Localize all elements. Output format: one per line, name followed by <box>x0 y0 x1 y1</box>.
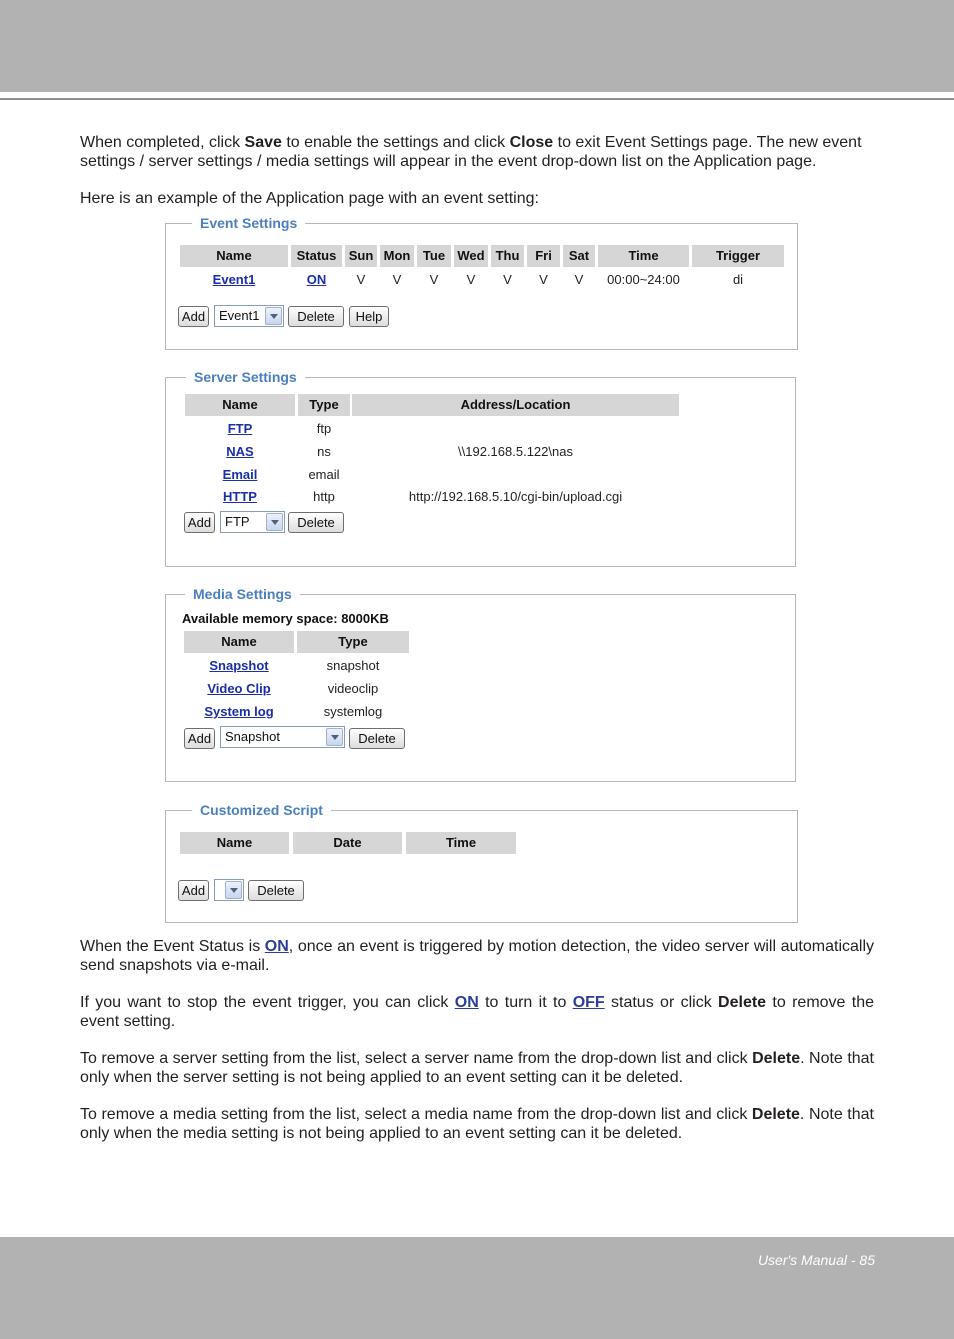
intro-paragraph <box>80 133 874 171</box>
server-settings-panel <box>165 369 796 567</box>
event-status-link[interactable]: ON <box>306 272 327 287</box>
media-name-link[interactable]: System log <box>204 704 274 719</box>
col-header-type: Type <box>297 631 409 653</box>
body-text: . Note that only when the server setting is not being applied to an event setting can it be deleted. <box>80 1050 875 1086</box>
off-keyword: OFF <box>572 994 605 1011</box>
close-keyword: Close <box>509 134 554 151</box>
chevron-down-icon[interactable] <box>326 728 343 746</box>
col-header-name: Name <box>185 394 295 416</box>
event-day-wed: V <box>466 272 476 287</box>
media-settings-legend: Media Settings <box>185 586 300 603</box>
intro-text: to exit Event Settings page. The new event settings / server settings / media settings will appear in the event drop-down list on the Application page. <box>80 134 862 170</box>
event-day-thu: V <box>503 272 512 287</box>
body-text: If you want to stop the event trigger, you can click <box>80 994 455 1011</box>
server-name-link[interactable]: HTTP <box>223 489 257 504</box>
event-delete-button[interactable]: Delete <box>288 306 344 327</box>
delete-keyword: Delete <box>751 1106 800 1123</box>
media-settings-panel <box>165 586 796 782</box>
col-header-fri: Fri <box>527 245 560 267</box>
server-address <box>352 420 679 438</box>
header-rule <box>0 98 954 100</box>
col-header-name: Name <box>184 631 294 653</box>
col-header-tue: Tue <box>417 245 451 267</box>
event-day-mon: V <box>392 272 402 287</box>
memory-space-label: Available memory space: 8000KB <box>182 611 389 626</box>
media-add-button[interactable]: Add <box>184 728 215 749</box>
delete-keyword: Delete <box>718 994 767 1011</box>
event-add-button[interactable]: Add <box>178 306 209 327</box>
col-header-time: Time <box>598 245 689 267</box>
col-header-trigger: Trigger <box>692 245 784 267</box>
script-select[interactable] <box>214 879 244 901</box>
server-address <box>352 466 679 484</box>
server-name-link[interactable]: NAS <box>226 444 254 459</box>
remove-server-paragraph <box>80 1049 874 1087</box>
media-select[interactable] <box>220 726 345 748</box>
event-status-paragraph <box>80 937 874 975</box>
script-add-button[interactable]: Add <box>178 880 209 901</box>
server-address: \\192.168.5.122\nas <box>458 444 573 459</box>
server-delete-button[interactable]: Delete <box>288 512 344 533</box>
col-header-address: Address/Location <box>352 394 679 416</box>
event-select-value: Event1 <box>219 308 260 323</box>
col-header-time: Time <box>406 832 516 854</box>
body-text: To remove a media setting from the list, select a media name from the drop-down list and click <box>80 1106 752 1123</box>
chevron-down-icon[interactable] <box>225 881 242 899</box>
media-select-value: Snapshot <box>225 729 280 744</box>
col-header-wed: Wed <box>454 245 488 267</box>
page-footer: User's Manual - 85 <box>757 1252 875 1268</box>
event-day-fri: V <box>539 272 548 287</box>
event-settings-legend: Event Settings <box>192 215 305 232</box>
event-help-button[interactable]: Help <box>349 306 389 327</box>
body-text: When the Event Status is <box>80 938 265 955</box>
server-select[interactable] <box>220 511 285 533</box>
stop-trigger-paragraph <box>80 993 874 1031</box>
script-delete-button[interactable]: Delete <box>248 880 304 901</box>
media-name-link[interactable]: Snapshot <box>209 658 269 673</box>
body-text: to remove the event setting. <box>80 994 875 1030</box>
server-address: http://192.168.5.10/cgi-bin/upload.cgi <box>408 489 623 504</box>
event-trigger: di <box>732 272 744 287</box>
chevron-down-icon[interactable] <box>266 513 283 531</box>
media-type: videoclip <box>327 681 379 696</box>
col-header-thu: Thu <box>491 245 524 267</box>
body-text: status or click <box>604 994 719 1011</box>
event-select[interactable] <box>214 305 284 327</box>
on-keyword: ON <box>264 938 289 955</box>
server-name-link[interactable]: Email <box>222 467 258 482</box>
server-type: ftp <box>316 421 332 436</box>
col-header-name: Name <box>180 832 289 854</box>
intro-text: to enable the settings and click <box>281 134 510 151</box>
event-day-sun: V <box>356 272 366 287</box>
body-text: To remove a server setting from the list, select a server name from the drop-down list and click <box>80 1050 753 1067</box>
media-name-link[interactable]: Video Clip <box>207 681 271 696</box>
header-band <box>0 0 954 92</box>
server-add-button[interactable]: Add <box>184 512 215 533</box>
col-header-type: Type <box>298 394 350 416</box>
event-day-sat: V <box>574 272 584 287</box>
media-type: systemlog <box>323 704 383 719</box>
col-header-sat: Sat <box>563 245 595 267</box>
intro-example-line: Here is an example of the Application page with an event setting: <box>80 190 539 207</box>
col-header-mon: Mon <box>380 245 414 267</box>
intro-text: When completed, click <box>80 134 245 151</box>
server-name-link[interactable]: FTP <box>227 421 253 436</box>
delete-keyword: Delete <box>752 1050 801 1067</box>
event-settings-panel <box>165 215 798 350</box>
col-header-sun: Sun <box>345 245 377 267</box>
chevron-down-icon[interactable] <box>265 307 282 325</box>
event-time: 00:00~24:00 <box>607 272 680 287</box>
col-header-name: Name <box>180 245 288 267</box>
event-day-tue: V <box>429 272 439 287</box>
server-select-value: FTP <box>225 514 250 529</box>
media-delete-button[interactable]: Delete <box>349 728 405 749</box>
col-header-status: Status <box>291 245 342 267</box>
customized-script-legend: Customized Script <box>192 802 331 819</box>
server-settings-legend: Server Settings <box>186 369 305 386</box>
server-type: http <box>313 489 335 504</box>
media-type: snapshot <box>326 658 380 673</box>
customized-script-panel <box>165 802 798 923</box>
remove-media-paragraph <box>80 1105 874 1143</box>
server-type: ns <box>317 444 331 459</box>
col-header-date: Date <box>293 832 402 854</box>
on-keyword: ON <box>454 994 479 1011</box>
body-text: to turn it to <box>478 994 573 1011</box>
body-text: , once an event is triggered by motion detection, the video server will automatically send snapshots via e-mail. <box>80 938 875 974</box>
server-type: email <box>308 467 340 482</box>
event-name-link[interactable]: Event1 <box>212 272 256 287</box>
body-text: . Note that only when the media setting is not being applied to an event setting can it be deleted. <box>80 1106 874 1142</box>
save-keyword: Save <box>244 134 282 151</box>
